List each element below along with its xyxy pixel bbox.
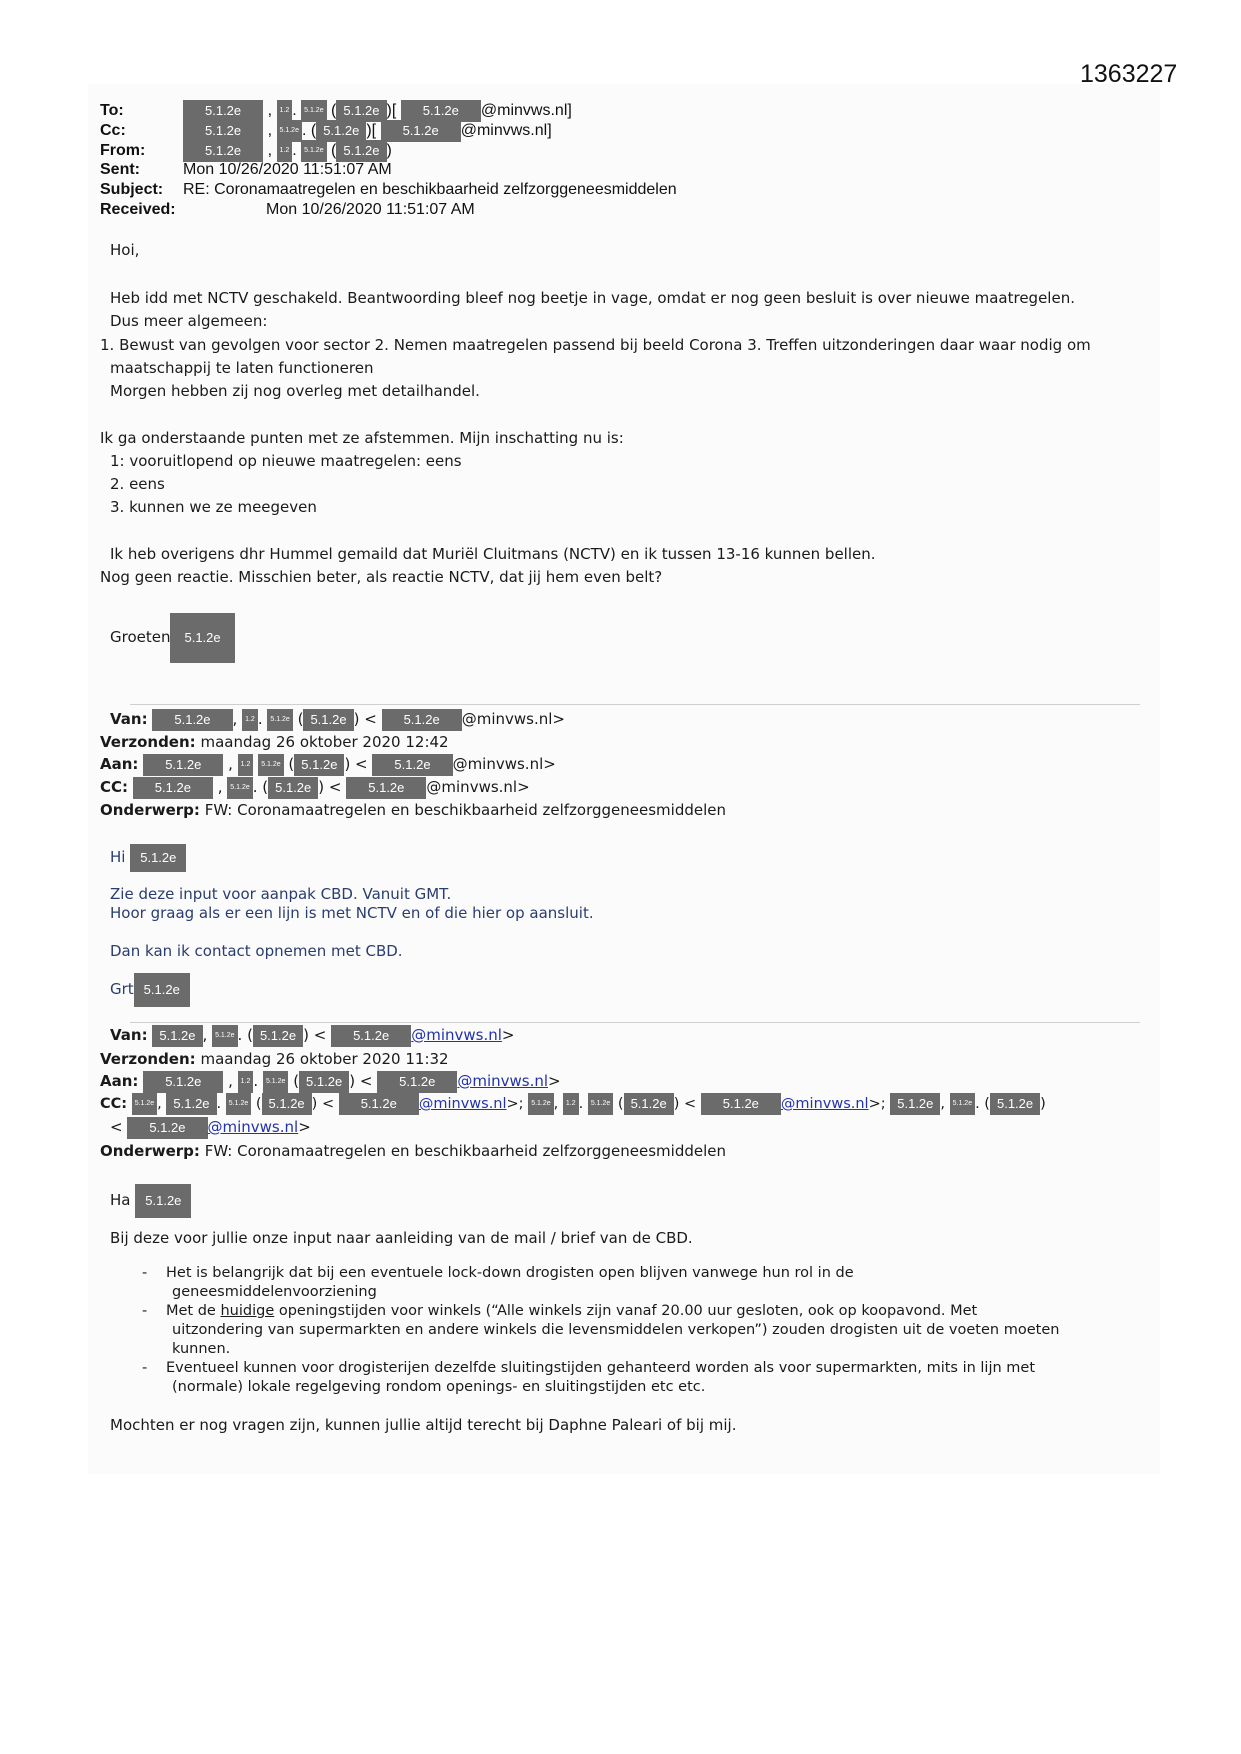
redaction-box: 5.1.2e [183, 120, 263, 142]
msg1-paragraph: 1. Bewust van gevolgen voor sector 2. Nemen maatregelen passend bij beeld Corona 3. Treffen uitzonderingen daar waar nodig om [100, 336, 1091, 354]
redaction-box: 5.1.2e [152, 709, 232, 731]
van-domain: @minvws.nl> [461, 710, 565, 728]
redaction-box: 5.1.2e [301, 140, 326, 162]
redaction-box: 5.1.2e [227, 777, 252, 799]
redaction-box: 5.1.2e [331, 1025, 411, 1047]
msg1-paragraph: Ik heb overigens dhr Hummel gemaild dat Muriël Cluitmans (NCTV) en ik tussen 13-16 kunnen bellen. [110, 545, 876, 563]
redaction-box: 5.1.2e [372, 754, 452, 776]
msg1-list-item: 1: vooruitlopend op nieuwe maatregelen: eens [110, 452, 462, 470]
bullet-marker: - [142, 1303, 148, 1319]
redaction-box: 5.1.2e [277, 120, 302, 142]
cc-label: CC: [100, 778, 129, 796]
email-link[interactable]: @minvws.nl [780, 1096, 869, 1112]
redaction-box: 5.1.2e [377, 1071, 457, 1093]
verzonden-value: maandag 26 oktober 2020 12:42 [200, 733, 449, 751]
redaction-box: 1.2 [277, 100, 293, 122]
msg2-closing [110, 972, 190, 1006]
bullet-text: Eventueel kunnen voor drogisterijen dezelfde sluitingstijden gehanteerd worden als voor supermarkten, mits in lijn met [166, 1360, 1036, 1376]
redaction-box: 5.1.2e [336, 140, 386, 162]
onderwerp-value: FW: Coronamaatregelen en beschikbaarheid zelfzorggeneesmiddelen [204, 801, 727, 819]
msg1-paragraph: Nog geen reactie. Misschien beter, als reactie NCTV, dat jij hem even belt? [100, 568, 663, 586]
aan-label: Aan: [100, 1072, 139, 1090]
redaction-box: 5.1.2e [267, 709, 292, 731]
redaction-box: 5.1.2e [183, 140, 263, 162]
redaction-box: 5.1.2e [132, 1093, 157, 1115]
redaction-box: 5.1.2e [890, 1093, 940, 1115]
separator-line [130, 704, 1140, 705]
greeting-text: Hi [110, 848, 126, 866]
bullet-marker: - [142, 1265, 148, 1281]
header-received-row [100, 200, 475, 220]
bullet-marker: - [142, 1360, 148, 1376]
msg1-paragraph: Dus meer algemeen: [110, 312, 268, 330]
document-number: 1363227 [1080, 60, 1178, 88]
msg2-verzonden-row [100, 731, 449, 753]
received-label: Received: [100, 201, 176, 218]
redaction-box: 5.1.2e [336, 100, 386, 122]
redaction-box: 5.1.2e [134, 973, 190, 1007]
received-value: Mon 10/26/2020 11:51:07 AM [266, 201, 475, 218]
msg1-paragraph: Morgen hebben zij nog overleg met detailhandel. [110, 382, 480, 400]
redaction-box: 1.2 [238, 754, 254, 776]
msg3-van-row: Van: 5.1.2e , 5.1.2e . ( 5.1.2e ) < 5.1.2e @minvws.nl> [110, 1022, 515, 1048]
redaction-box: 1.2 [563, 1093, 579, 1115]
redaction-box: 5.1.2e [262, 1093, 312, 1115]
msg3-onderwerp-row [100, 1140, 726, 1162]
closing-text: Groeten [110, 628, 171, 646]
bullet-text: (normale) lokale regelgeving rondom openings- en sluitingstijden etc etc. [172, 1379, 706, 1395]
redaction-box: 5.1.2e [143, 754, 223, 776]
redaction-box: 5.1.2e [401, 100, 481, 122]
redaction-box: 5.1.2e [339, 1093, 419, 1115]
cc-label: CC: [100, 1096, 128, 1112]
header-sent-row [100, 160, 392, 180]
verzonden-label: Verzonden: [100, 1050, 196, 1068]
redaction-box: 5.1.2e [382, 709, 462, 731]
msg3-aan-row: Aan: 5.1.2e , 1.2 . 5.1.2e ( 5.1.2e ) < 5.1.2e @minvws.nl> [100, 1068, 561, 1094]
greeting-text: Ha [110, 1191, 131, 1209]
redaction-box: 5.1.2e [316, 120, 366, 142]
redaction-box: 1.2 [238, 1071, 254, 1093]
msg3-greeting [110, 1183, 191, 1217]
cc-label: Cc: [100, 122, 126, 140]
redaction-box: 5.1.2e [588, 1093, 613, 1115]
msg2-paragraph: Hoor graag als er een lijn is met NCTV en of die hier op aansluit. [110, 904, 594, 922]
redaction-box: 5.1.2e [253, 1025, 303, 1047]
msg2-cc-row: CC: 5.1.2e , 5.1.2e . ( 5.1.2e ) < 5.1.2e @minvws.nl> [100, 774, 530, 800]
bullet-text [166, 1302, 977, 1321]
redaction-box: 5.1.2e [152, 1025, 202, 1047]
subject-label: Subject: [100, 181, 164, 198]
onderwerp-value: FW: Coronamaatregelen en beschikbaarheid zelfzorggeneesmiddelen [204, 1142, 727, 1160]
email-link[interactable]: @minvws.nl [457, 1072, 549, 1090]
redaction-box: 5.1.2e [294, 754, 344, 776]
bullet-text: kunnen. [172, 1341, 231, 1357]
cc-domain: @minvws.nl> [426, 778, 530, 796]
msg2-aan-row: Aan: 5.1.2e , 1.2 5.1.2e ( 5.1.2e ) < 5.1.2e @minvws.nl> [100, 751, 556, 777]
redaction-box: 5.1.2e [258, 754, 283, 776]
onderwerp-label: Onderwerp: [100, 1142, 200, 1160]
aan-domain: @minvws.nl> [452, 755, 556, 773]
redaction-box: 5.1.2e [528, 1093, 553, 1115]
msg1-paragraph: Ik ga onderstaande punten met ze afstemmen. Mijn inschatting nu is: [100, 429, 624, 447]
redaction-box: 5.1.2e [268, 777, 318, 799]
header-from-row: From: 5.1.2e , 1.2 . 5.1.2e ( 5.1.2e ) [100, 140, 392, 160]
header-cc-row: Cc: 5.1.2e , 5.1.2e . ( 5.1.2e )[ 5.1.2e @minvws.nl] [100, 120, 552, 140]
redaction-box: 5.1.2e [127, 1117, 207, 1139]
redaction-box: 5.1.2e [990, 1093, 1040, 1115]
redaction-box: 5.1.2e [130, 844, 186, 872]
redaction-box: 5.1.2e [381, 120, 461, 142]
from-label: From: [100, 142, 146, 160]
msg1-paragraph: Heb idd met NCTV geschakeld. Beantwoording bleef nog beetje in vage, omdat er nog geen besluit is over nieuwe maatregelen. [110, 289, 1075, 307]
redaction-box: 5.1.2e [166, 1093, 216, 1115]
bullet-text-underlined: huidige [220, 1303, 275, 1319]
redaction-box: 1.2 [277, 140, 293, 162]
bullet-text-part: openingstijden voor winkels (“Alle winkels zijn vanaf 20.00 uur gesloten, ook op koopavond. Met [274, 1303, 978, 1319]
redaction-box: 5.1.2e [346, 777, 426, 799]
msg3-verzonden-row [100, 1048, 449, 1070]
sent-value: Mon 10/26/2020 11:51:07 AM [183, 161, 392, 178]
bullet-text: geneesmiddelenvoorziening [172, 1284, 377, 1300]
verzonden-value: maandag 26 oktober 2020 11:32 [200, 1050, 449, 1068]
msg2-paragraph: Zie deze input voor aanpak CBD. Vanuit GMT. [110, 885, 452, 903]
sent-label: Sent: [100, 161, 140, 178]
redaction-box: 5.1.2e [183, 100, 263, 122]
redaction-box: 5.1.2e [299, 1071, 349, 1093]
redaction-box: 5.1.2e [701, 1093, 781, 1115]
msg1-greeting: Hoi, [110, 241, 140, 259]
redaction-box: 5.1.2e [212, 1025, 237, 1047]
bullet-text: Het is belangrijk dat bij een eventuele lock-down drogisten open blijven vanwege hun rol in de [166, 1265, 854, 1281]
redaction-box: 5.1.2e [301, 100, 326, 122]
redaction-box: 5.1.2e [135, 1184, 191, 1218]
msg2-greeting [110, 842, 186, 872]
onderwerp-label: Onderwerp: [100, 801, 200, 819]
bullet-text-part: Met de [166, 1303, 221, 1319]
email-link[interactable]: @minvws.nl [418, 1096, 507, 1112]
cc-domain: @minvws.nl] [460, 122, 552, 140]
redaction-box: 5.1.2e [950, 1093, 975, 1115]
msg2-paragraph: Dan kan ik contact opnemen met CBD. [110, 942, 403, 960]
redaction-box: 5.1.2e [133, 777, 213, 799]
redaction-box: 5.1.2e [226, 1093, 251, 1115]
email-link[interactable]: @minvws.nl [411, 1026, 502, 1044]
redaction-box: 5.1.2e [624, 1093, 674, 1115]
msg3-intro: Bij deze voor jullie onze input naar aanleiding van de mail / brief van de CBD. [110, 1229, 693, 1247]
subject-value: RE: Coronamaatregelen en beschikbaarheid zelfzorggeneesmiddelen [183, 181, 677, 198]
to-label: To: [100, 102, 124, 120]
aan-label: Aan: [100, 755, 139, 773]
msg3-cc-row-2: < 5.1.2e @minvws.nl> [110, 1114, 311, 1140]
redaction-box: 5.1.2e [303, 709, 353, 731]
msg1-list-item: 2. eens [110, 475, 165, 493]
email-link[interactable]: @minvws.nl [207, 1118, 299, 1136]
to-domain: @minvws.nl] [480, 102, 572, 120]
header-subject-row [100, 180, 677, 200]
redaction-box: 5.1.2e [143, 1071, 223, 1093]
verzonden-label: Verzonden: [100, 733, 196, 751]
msg1-paragraph: maatschappij te laten functioneren [110, 359, 374, 377]
bullet-text: uitzondering van supermarkten en andere winkels die levensmiddelen verkopen”) zouden drogisten uit de voeten moeten [172, 1322, 1060, 1338]
msg3-closing: Mochten er nog vragen zijn, kunnen jullie altijd terecht bij Daphne Paleari of bij mij. [110, 1416, 737, 1434]
msg2-van-row: Van: 5.1.2e , 1.2 . 5.1.2e ( 5.1.2e ) < 5.1.2e @minvws.nl> [110, 706, 565, 732]
msg1-list-item: 3. kunnen we ze meegeven [110, 498, 317, 516]
redaction-box: 5.1.2e [263, 1071, 288, 1093]
msg1-closing [110, 612, 235, 662]
header-to-row: To: 5.1.2e , 1.2 . 5.1.2e ( 5.1.2e )[ 5.1.2e @minvws.nl] [100, 100, 572, 120]
van-label: Van: [110, 710, 148, 728]
van-label: Van: [110, 1026, 148, 1044]
msg3-cc-row: CC: 5.1.2e , 5.1.2e . 5.1.2e ( 5.1.2e ) < 5.1.2e @minvws.nl>; 5.1.2e , 1.2 . 5.1.2e ( 5.1.2e ) < 5.1.2e @minvws.nl>; 5.1.2e , 5.1.2e . ( 5.1.2e ) [100, 1091, 1046, 1117]
redaction-box: 5.1.2e [170, 613, 234, 663]
msg2-onderwerp-row [100, 799, 726, 821]
redaction-box: 1.2 [242, 709, 258, 731]
closing-text: Grt [110, 980, 134, 998]
